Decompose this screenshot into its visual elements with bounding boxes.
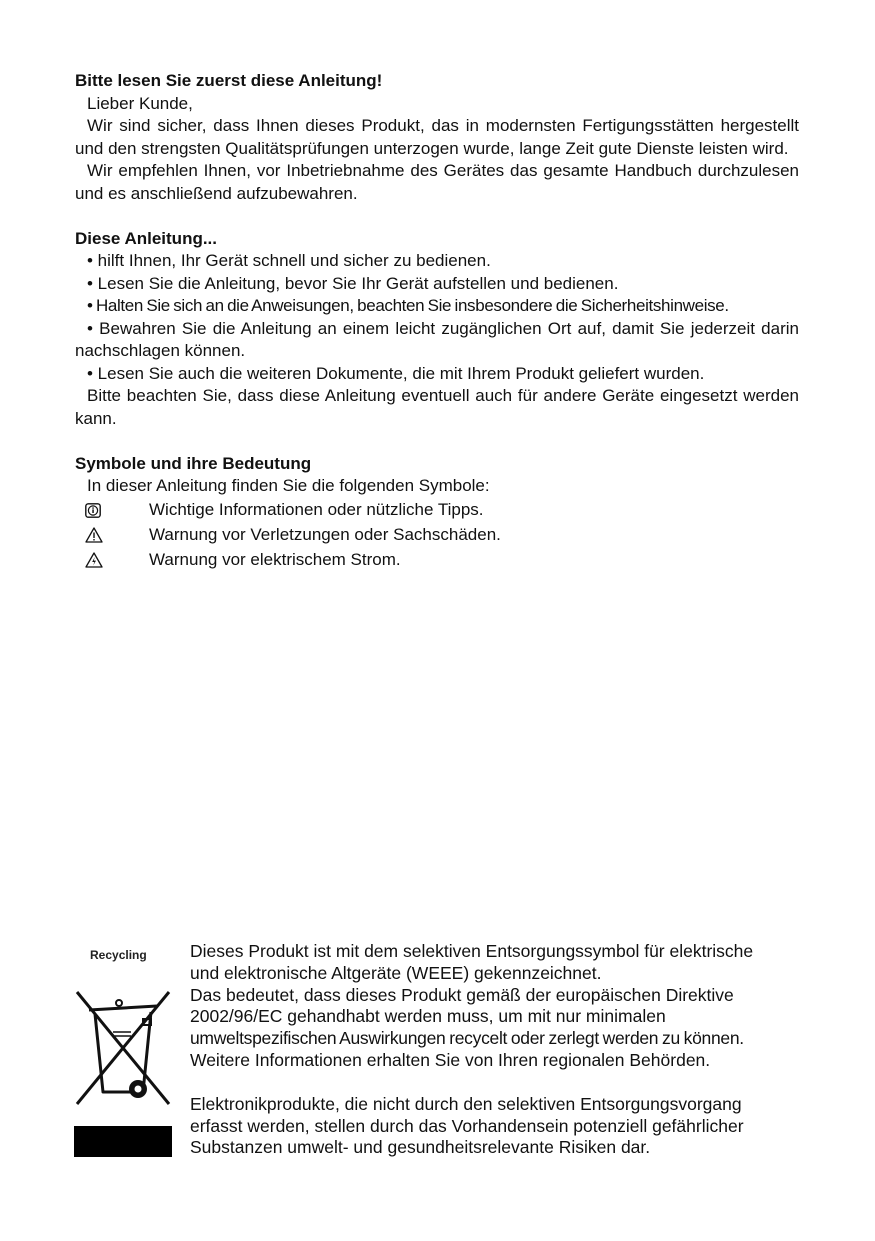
recycling-label: Recycling xyxy=(90,948,147,962)
salutation: Lieber Kunde, xyxy=(87,93,193,113)
recycling-line: erfasst werden, stellen durch das Vorhandensein potenziell gefährlicher xyxy=(190,1115,744,1136)
guide-bullet: • Bewahren Sie die Anleitung an einem leicht zugänglichen Ort auf, damit Sie jederzeit darin nachschlagen können. xyxy=(75,318,799,360)
guide-bullet: • Halten Sie sich an die Anweisungen, beachten Sie insbesondere die Sicherheitshinweise. xyxy=(87,296,729,315)
recycling-line: Dieses Produkt ist mit dem selektiven Entsorgungssymbol für elektrische xyxy=(190,941,754,961)
guide-bullet: • hilft Ihnen, Ihr Gerät schnell und sicher zu bedienen. xyxy=(87,251,491,270)
guide-bullet: • Lesen Sie auch die weiteren Dokumente, die mit Ihrem Produkt geliefert wurden. xyxy=(87,363,705,383)
recycling-text xyxy=(190,941,805,1159)
recycling-line: Substanzen umwelt- und gesundheitsrelevante Risiken dar. xyxy=(190,1137,651,1158)
symbol-row-electric xyxy=(75,548,799,573)
recycling-line: 2002/96/EC gehandhabt werden muss, um mit nur minimalen xyxy=(190,1006,666,1027)
guide-note: Bitte beachten Sie, dass diese Anleitung eventuell auch für andere Geräte eingesetzt werden kann. xyxy=(75,386,799,428)
intro-paragraph-2: Wir empfehlen Ihnen, vor Inbetriebnahme des Gerätes das gesamte Handbuch durchzulesen und es anschließend aufzubewahren. xyxy=(75,161,799,203)
symbol-text: Wichtige Informationen oder nützliche Tipps. xyxy=(149,499,484,519)
intro-paragraph-1: Wir sind sicher, dass Ihnen dieses Produkt, das in modernsten Fertigungsstätten hergestellt und den strengsten Qualitätsprüfungen unterzogen wurde, lange Zeit gute Dienste leisten wird. xyxy=(75,116,799,158)
crossed-out-wheelie-bin-icon xyxy=(73,988,173,1112)
symbol-row-info xyxy=(75,498,799,523)
symbol-row-warning xyxy=(75,523,799,548)
intro-heading: Bitte lesen Sie zuerst diese Anleitung! xyxy=(75,71,383,90)
recycling-line: Das bedeutet, dass dieses Produkt gemäß der europäischen Direktive xyxy=(190,984,734,1005)
manual-page xyxy=(75,70,799,573)
symbols-intro: In dieser Anleitung finden Sie die folgenden Symbole: xyxy=(87,476,490,495)
symbols-heading: Symbole und ihre Bedeutung xyxy=(75,453,312,473)
recycling-line: Elektronikprodukte, die nicht durch den selektiven Entsorgungsvorgang xyxy=(190,1093,742,1114)
warning-triangle-icon xyxy=(85,527,111,543)
weee-underline-bar xyxy=(74,1126,172,1157)
recycling-line: umweltspezifischen Auswirkungen recycelt oder zerlegt werden zu können. xyxy=(190,1028,744,1049)
electric-warning-icon xyxy=(85,552,111,568)
info-icon xyxy=(85,503,111,518)
recycling-line: Weitere Informationen erhalten Sie von Ihren regionalen Behörden. xyxy=(190,1049,711,1070)
recycling-line: und elektronische Altgeräte (WEEE) gekennzeichnet. xyxy=(190,962,602,983)
guide-bullet: • Lesen Sie die Anleitung, bevor Sie Ihr Gerät aufstellen und bedienen. xyxy=(87,273,619,293)
guide-heading: Diese Anleitung... xyxy=(75,228,218,248)
symbol-text: Warnung vor Verletzungen oder Sachschäden. xyxy=(149,524,501,544)
symbol-text: Warnung vor elektrischem Strom. xyxy=(149,549,401,569)
